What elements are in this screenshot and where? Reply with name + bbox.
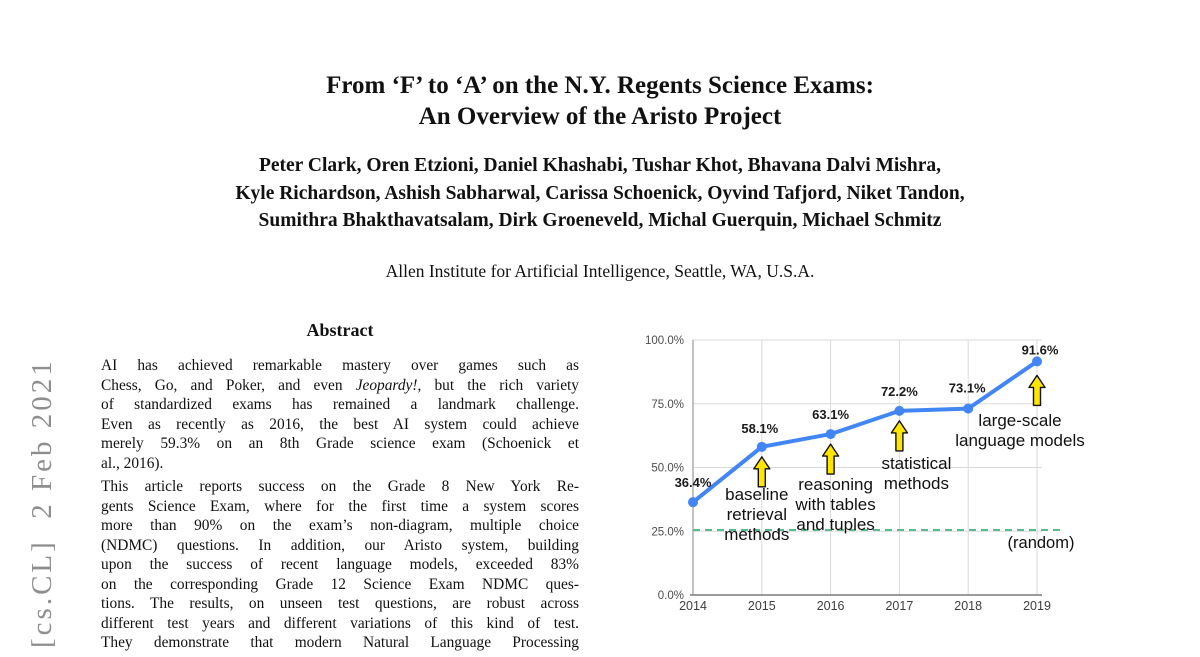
data-label: 91.6% — [1021, 342, 1059, 358]
abstract-line: AI has achieved remarkable mastery over games such as — [101, 357, 579, 374]
abstract-line: of standardized exams has remained a landmark challenge. — [101, 396, 579, 413]
abstract-line: merely 59.3% on an 8th Grade science exam (Schoenick et — [101, 435, 579, 452]
up-arrow-icon — [1029, 375, 1045, 405]
authors-line-3: Sumithra Bhakthavatsalam, Dirk Groeneveld, Michal Guerquin, Michael Schmitz — [258, 210, 942, 231]
x-tick-label: 2018 — [954, 599, 983, 613]
data-point — [688, 497, 698, 507]
data-point — [1032, 356, 1042, 366]
abstract-line: more than 90% on the exam’s non-diagram, multiple choice — [101, 517, 579, 534]
arxiv-stamp: [cs.CL] 2 Feb 2021 — [26, 358, 58, 648]
up-arrow-icon — [823, 444, 839, 474]
annotation-label: methods — [724, 525, 790, 544]
title-line-2: An Overview of the Aristo Project — [418, 103, 782, 130]
abstract-text — [101, 356, 579, 657]
abstract-line: gents Science Exam, where for the first time a system scores — [101, 497, 579, 515]
data-label: 36.4% — [674, 475, 712, 491]
y-tick-label: 50.0% — [651, 462, 684, 475]
annotation-label: retrieval — [726, 505, 788, 524]
chart-canvas — [630, 320, 1100, 648]
abstract-line: Chess, Go, and Poker, and even Jeopardy!, but the rich variety — [101, 376, 579, 394]
x-tick-label: 2015 — [747, 599, 776, 613]
authors — [0, 152, 1200, 235]
data-label: 63.1% — [812, 407, 850, 423]
data-point — [826, 429, 836, 439]
y-tick-label: 100.0% — [644, 335, 684, 347]
abstract-line: (NDMC) questions. In addition, our Aristo system, building — [101, 536, 579, 554]
x-tick-label: 2014 — [679, 599, 707, 613]
authors-line-2: Kyle Richardson, Ashish Sabharwal, Carissa Schoenick, Oyvind Tafjord, Niket Tandon, — [235, 182, 965, 204]
annotation-label: language models — [955, 431, 1085, 450]
x-tick-label: 2017 — [885, 599, 914, 613]
up-arrow-icon — [754, 457, 770, 487]
abstract-line: on the corresponding Grade 12 Science Exam NDMC ques- — [101, 575, 579, 593]
data-point — [963, 404, 973, 414]
up-arrow-icon — [891, 421, 907, 451]
y-tick-label: 0.0% — [657, 590, 684, 602]
annotation-label: methods — [883, 474, 950, 493]
random-label: (random) — [1007, 533, 1075, 552]
title-line-1: From ‘F’ to ‘A’ on the N.Y. Regents Science Exams: — [326, 72, 874, 99]
abstract-paragraph — [101, 477, 579, 653]
abstract-line: tions. The results, on unseen test questions, are robust across — [101, 595, 579, 612]
abstract-line: They demonstrate that modern Natural Language Processing — [101, 634, 579, 651]
abstract-line: Even as recently as 2016, the best AI system could achieve — [101, 415, 579, 433]
data-point — [757, 442, 767, 452]
abstract-line: different test years and different variations of this kind of test. — [101, 614, 579, 632]
affiliation: Allen Institute for Artificial Intelligence, Seattle, WA, U.S.A. — [385, 261, 815, 281]
annotation-label: baseline — [725, 485, 789, 504]
progress-chart — [630, 320, 1100, 648]
abstract-heading: Abstract — [306, 320, 374, 340]
abstract-line: upon the success of recent language models, exceeded 83% — [101, 556, 579, 573]
data-label: 73.1% — [948, 380, 986, 396]
abstract-line: This article reports success on the Grade 8 New York Re- — [101, 478, 579, 495]
abstract-paragraph — [101, 356, 579, 473]
data-label: 72.2% — [880, 383, 918, 399]
annotation-label: large-scale — [978, 411, 1062, 430]
y-tick-label: 25.0% — [651, 526, 684, 539]
annotation-label: with tables — [795, 495, 876, 514]
authors-line-1: Peter Clark, Oren Etzioni, Daniel Khashabi, Tushar Khot, Bhavana Dalvi Mishra, — [258, 155, 942, 176]
annotation-label: statistical — [881, 454, 952, 473]
abstract-line: al., 2016). — [101, 454, 164, 472]
data-label: 58.1% — [741, 420, 779, 436]
data-point — [894, 406, 904, 416]
y-tick-label: 75.0% — [651, 398, 684, 411]
page-title — [0, 70, 1200, 132]
annotation-label: and tuples — [796, 515, 875, 534]
x-tick-label: 2016 — [816, 599, 845, 613]
x-tick-label: 2019 — [1023, 599, 1051, 613]
annotation-label: reasoning — [798, 475, 873, 494]
